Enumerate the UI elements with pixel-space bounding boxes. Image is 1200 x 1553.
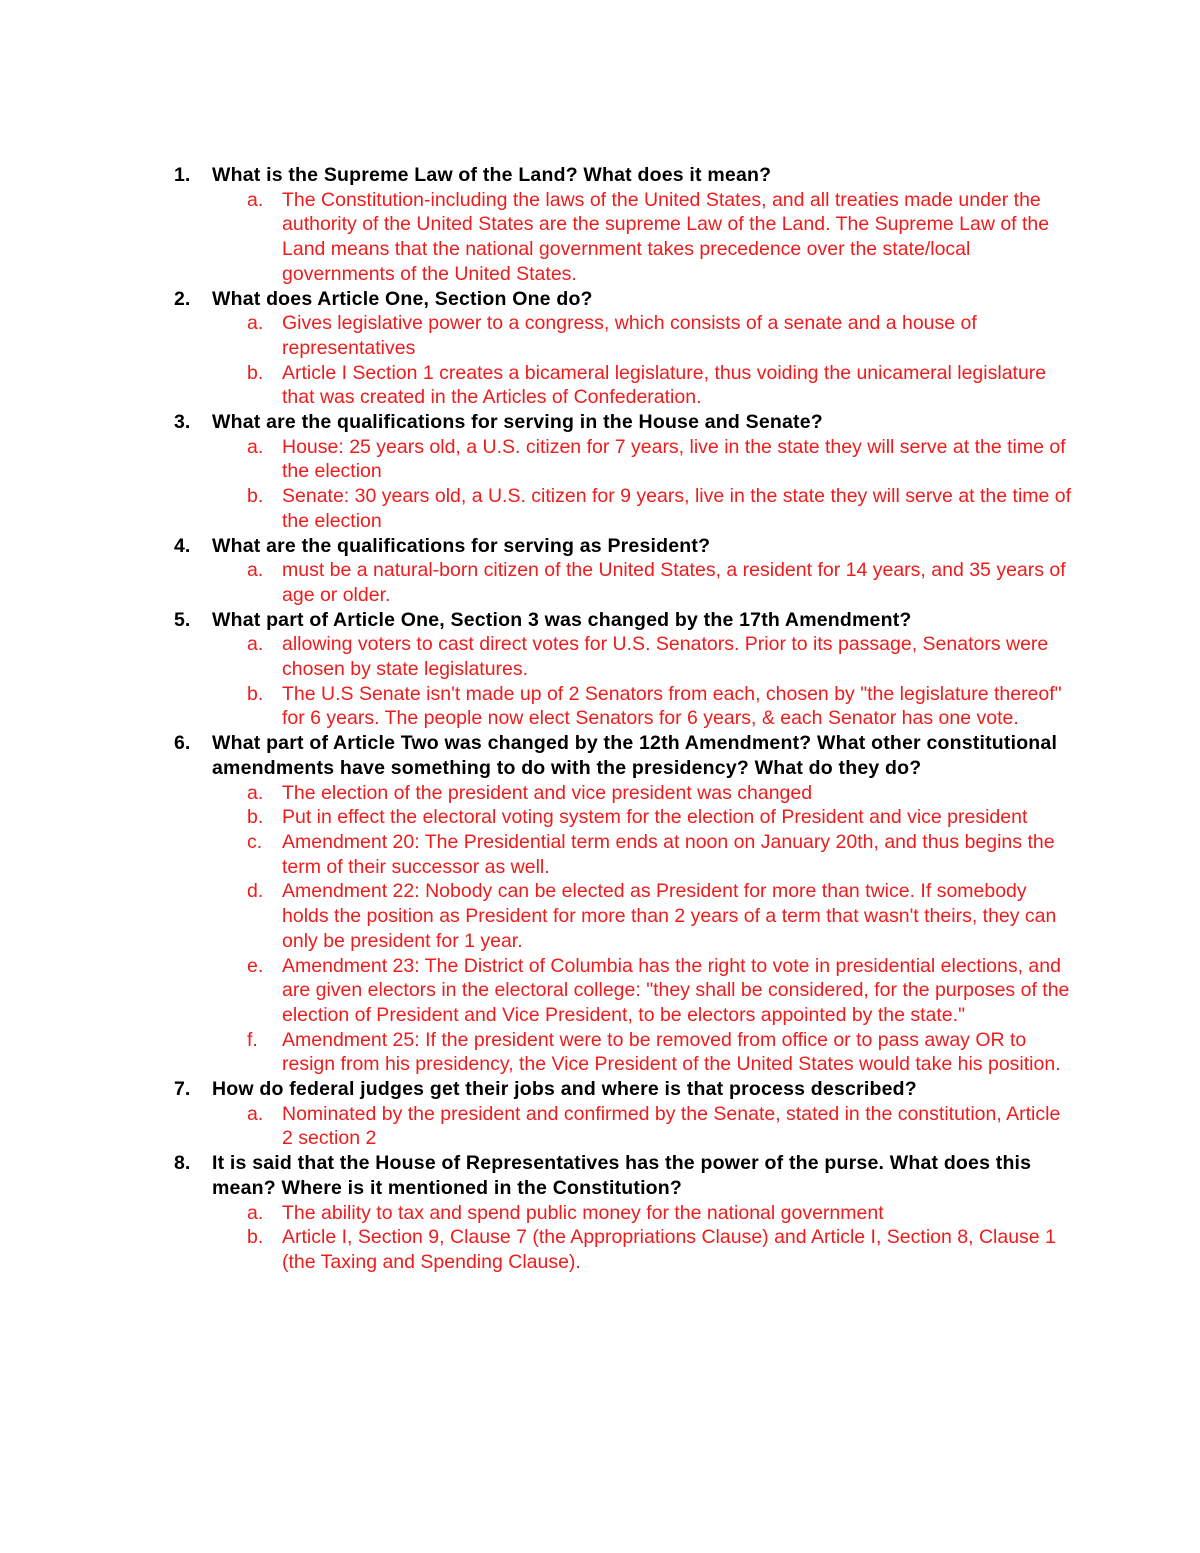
question-number: 1. bbox=[174, 164, 191, 186]
question-item bbox=[0, 1077, 1200, 1151]
answer-text: House: 25 years old, a U.S. citizen for 7 years, live in the state they will serve at the time of the election bbox=[282, 435, 1066, 483]
answer-item bbox=[0, 879, 1200, 953]
question-item bbox=[0, 731, 1200, 1077]
answer-letter: a. bbox=[247, 1201, 264, 1224]
answer-letter: b. bbox=[247, 682, 264, 705]
question-item bbox=[0, 163, 1200, 287]
answer-text: allowing voters to cast direct votes for U.S. Senators. Prior to its passage, Senators were chosen by state legislatures. bbox=[282, 633, 1049, 681]
answer-letter: a. bbox=[247, 781, 264, 804]
answer-letter: b. bbox=[247, 806, 264, 829]
question-text: How do federal judges get their jobs and where is that process described? bbox=[212, 1078, 917, 1101]
question-number: 6. bbox=[174, 732, 191, 755]
answer-letter: a. bbox=[247, 559, 264, 582]
question-text: What is the Supreme Law of the Land? What does it mean? bbox=[212, 164, 772, 186]
answer-item bbox=[0, 632, 1200, 681]
question-item bbox=[0, 534, 1200, 608]
answer-item bbox=[0, 1028, 1200, 1077]
question-number: 4. bbox=[174, 534, 191, 557]
answer-text: Put in effect the electoral voting system for the election of President and vice president bbox=[282, 806, 1028, 829]
answer-letter: a. bbox=[247, 312, 264, 335]
answer-text: Amendment 22: Nobody can be elected as President for more than twice. If somebody holds the position as President for more than 2 years of a term that wasn't theirs, they can only be president for 1 year. bbox=[282, 880, 1057, 952]
question-item bbox=[0, 608, 1200, 732]
answer-list bbox=[0, 781, 1200, 1077]
answer-letter: d. bbox=[247, 880, 264, 903]
answer-letter: a. bbox=[247, 435, 264, 458]
answer-item bbox=[0, 188, 1200, 287]
answer-text: must be a natural-born citizen of the United States, a resident for 14 years, and 35 years of age or older. bbox=[282, 559, 1066, 606]
answer-list bbox=[0, 558, 1200, 607]
answer-text: Article I, Section 9, Clause 7 (the Appropriations Clause) and Article I, Section 8, Clause 1 (the Taxing and Spending Clause). bbox=[282, 1226, 1056, 1273]
answer-item bbox=[0, 1225, 1200, 1274]
answer-item bbox=[0, 781, 1200, 806]
answer-text: The election of the president and vice president was changed bbox=[282, 781, 813, 804]
question-text: What are the qualifications for serving in the House and Senate? bbox=[212, 411, 823, 434]
answer-list bbox=[0, 632, 1200, 731]
answer-item bbox=[0, 954, 1200, 1028]
answer-letter: b. bbox=[247, 485, 264, 508]
answer-item bbox=[0, 484, 1200, 533]
question-text: What part of Article Two was changed by the 12th Amendment? What other constitutional amendments have something to do with the presidency? What do they do? bbox=[212, 732, 1058, 779]
question-text: What does Article One, Section One do? bbox=[212, 287, 593, 310]
answer-text: The ability to tax and spend public money for the national government bbox=[282, 1201, 884, 1224]
answer-list bbox=[0, 188, 1200, 287]
answer-list bbox=[0, 435, 1200, 534]
question-number: 8. bbox=[174, 1152, 191, 1175]
answer-item bbox=[0, 682, 1200, 731]
answer-text: Amendment 25: If the president were to be removed from office or to pass away OR to resign from his presidency, the Vice President of the United States would take his position. bbox=[282, 1028, 1061, 1076]
answer-letter: a. bbox=[247, 188, 264, 211]
answer-letter: a. bbox=[247, 1102, 264, 1125]
answer-letter: f. bbox=[247, 1028, 258, 1051]
answer-item bbox=[0, 805, 1200, 830]
answer-item bbox=[0, 558, 1200, 607]
question-text: What part of Article One, Section 3 was changed by the 17th Amendment? bbox=[212, 608, 912, 631]
answer-text: The Constitution-including the laws of the United States, and all treaties made under the authority of the United States are the supreme Law of the Land. The Supreme Law of the Land means that the national government takes precedence over the state/local governments of the United States. bbox=[282, 188, 1050, 285]
answer-text: Gives legislative power to a congress, which consists of a senate and a house of representatives bbox=[282, 312, 977, 359]
answer-item bbox=[0, 1102, 1200, 1151]
question-text: What are the qualifications for serving as President? bbox=[212, 534, 711, 557]
answer-letter: a. bbox=[247, 633, 264, 656]
answer-text: Senate: 30 years old, a U.S. citizen for 9 years, live in the state they will serve at the time of the election bbox=[282, 485, 1072, 532]
answer-text: The U.S Senate isn't made up of 2 Senators from each, chosen by "the legislature thereof" for 6 years. The people now elect Senators for 6 years, & each Senator has one vote. bbox=[282, 682, 1062, 730]
question-text: It is said that the House of Representatives has the power of the purse. What does this mean? Where is it mentioned in the Constitution? bbox=[212, 1152, 1032, 1199]
answer-letter: b. bbox=[247, 361, 264, 384]
answer-letter: c. bbox=[247, 830, 263, 853]
question-item bbox=[0, 410, 1200, 534]
answer-item bbox=[0, 361, 1200, 410]
answer-text: Article I Section 1 creates a bicameral legislature, thus voiding the unicameral legislature that was created in the Articles of Confederation. bbox=[282, 361, 1047, 409]
question-number: 7. bbox=[174, 1078, 191, 1101]
question-item bbox=[0, 1151, 1200, 1275]
answer-list bbox=[0, 311, 1200, 410]
answer-text: Amendment 23: The District of Columbia has the right to vote in presidential elections, and are given electors in the electoral college: "they shall be considered, for the purposes of the election of President and Vice President, to be electors appointed by the state." bbox=[282, 954, 1070, 1026]
answer-item bbox=[0, 311, 1200, 360]
question-list bbox=[0, 163, 1200, 1275]
question-number: 5. bbox=[174, 608, 191, 631]
answer-item bbox=[0, 435, 1200, 484]
answer-list bbox=[0, 1201, 1200, 1275]
answer-letter: b. bbox=[247, 1226, 264, 1249]
question-item bbox=[0, 287, 1200, 411]
answer-item bbox=[0, 1201, 1200, 1226]
answer-letter: e. bbox=[247, 954, 264, 977]
question-number: 3. bbox=[174, 411, 191, 434]
question-number: 2. bbox=[174, 287, 191, 310]
answer-list bbox=[0, 1102, 1200, 1151]
answer-item bbox=[0, 830, 1200, 879]
answer-text: Nominated by the president and confirmed by the Senate, stated in the constitution, Article 2 section 2 bbox=[282, 1102, 1061, 1150]
answer-text: Amendment 20: The Presidential term ends at noon on January 20th, and thus begins the term of their successor as well. bbox=[282, 830, 1055, 878]
